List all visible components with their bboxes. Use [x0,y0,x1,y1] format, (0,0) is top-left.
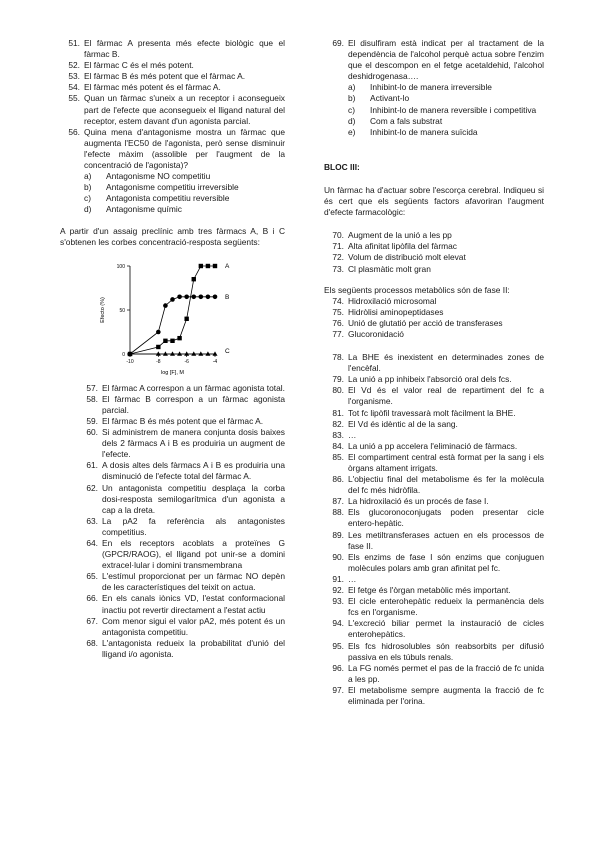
answer-option [84,182,285,193]
question-text: … [348,429,357,440]
question-text: La hidroxilació és un procés de fase I. [348,496,489,507]
series-label-B: B [225,293,230,301]
question-number: 55. [68,93,80,104]
question-text: Els glucoronoconjugats poden presentar cicle entero-hepàtic. [348,507,544,529]
question-text: Cl plasmàtic molt gran [348,263,431,274]
question-text: El fàrmac C és el més potent. [84,60,194,71]
right-column [324,38,544,707]
question-item [78,483,285,516]
question-item [324,385,544,407]
x-tick-label: -8 [156,358,161,365]
question-text: El fàrmac A presenta més efecte biològic que el fàrmac B. [84,38,285,60]
option-letter: c) [84,193,91,204]
y-tick-label: 50 [119,307,125,314]
question-item [78,394,285,416]
question-number: 57. [86,382,98,393]
question-item [78,460,285,482]
answer-option [348,82,544,93]
question-text: L'estímul proporcionat per un fàrmac NO depèn de les característiques del teixit on actua. [102,571,285,593]
question-text: Quina mena d'antagonisme mostra un fàrmac que augmenta l'EC50 de l'agonista, però sense disminuir l'efecte màxim (assolible per l'augment de la concentració de l'agonista)? [84,126,285,171]
series-point-C [156,351,161,355]
question-item [60,93,285,126]
series-label-C: C [225,347,230,355]
question-text: La FG només permet el pas de la fracció de fc unida a les pp. [348,662,544,684]
question-number: 70. [332,230,344,241]
question-item [78,593,285,615]
series-point-C [184,351,189,355]
question-number: 63. [86,515,98,526]
question-item [324,38,544,82]
question-item [78,571,285,593]
question-number: 61. [86,460,98,471]
option-text: Antagonisme NO competitiu [106,171,211,182]
question-item [324,441,544,452]
series-point-A [206,263,210,267]
question-text: Tot fc lipòfil travessarà molt fàcilment la BHE. [348,407,516,418]
option-letter: d) [348,115,356,126]
question-number: 87. [332,496,344,507]
question-text: L'excreció biliar permet la instauració de cicles enterohepàtics. [348,618,544,640]
question-number: 77. [332,328,344,339]
question-item [324,419,544,430]
question-item [324,585,544,596]
question-number: 60. [86,427,98,438]
question-item [324,318,544,329]
option-text: Inhibint-lo de manera reversible i competitiva [370,104,537,115]
bloc-intro: Un fàrmac ha d'actuar sobre l'escorça cerebral. Indiqueu si és cert que els següents factors afavoriran l'augment d'efecte farmacològic: [324,184,544,218]
question-text: Les metiltransferases actuen en els processos de fase II. [348,529,544,551]
question-item [324,307,544,318]
question-item [324,641,544,663]
question-number: 76. [332,317,344,328]
question-item [78,416,285,427]
answer-option [348,105,544,116]
question-item [60,60,285,71]
question-item [324,685,544,707]
question-text: La BHE és inexistent en determinades zones de l'encèfal. [348,352,544,374]
series-point-B [177,294,182,299]
question-text: Unió de glutatió per acció de transferases [348,317,503,328]
question-item [324,230,544,241]
question-item [324,408,544,419]
series-line-B [130,296,215,353]
question-number: 53. [68,71,80,82]
question-item [324,618,544,640]
x-tick-label: -10 [126,358,134,365]
x-tick-label: -6 [184,358,189,365]
question-text: El disulfiram està indicat per al tractament de la dependència de l'alcohol perquè actua sobre l'enzim que el descompon en el fetge acetaldehid, l'alcohol deshidrogenasa…. [348,38,544,82]
question-number: 68. [86,637,98,648]
question-text: El cicle enterohepàtic redueix la permanència dels fcs en l'organisme. [348,596,544,618]
question-text: Els fcs hidrosolubles són reabsorbits per difusió passiva en els túbuls renals. [348,640,544,662]
question-text: A dosis altes dels fàrmacs A i B es produiria una disminució de l'efecte total del fàrmac A. [102,460,285,482]
question-number: 97. [332,684,344,695]
question-number: 58. [86,393,98,404]
question-item [324,552,544,574]
option-letter: b) [348,93,356,104]
answer-option [348,93,544,104]
question-text: L'objectiu final del metabolisme és fer la molècula del fc més hidròfila. [348,474,544,496]
question-item [324,352,544,374]
question-text: El fàrmac B és més potent que el fàrmac A. [84,71,246,82]
answer-option [84,193,285,204]
question-number: 85. [332,451,344,462]
question-number: 79. [332,374,344,385]
option-letter: e) [348,126,356,137]
answer-option [348,116,544,127]
question-number: 69. [332,38,344,48]
question-text: El fàrmac A correspon a un fàrmac agonista total. [102,382,285,393]
option-text: Inhibint-lo de manera irreversible [370,82,492,93]
series-point-A [156,344,160,348]
answer-option [348,127,544,138]
question-56-options [84,171,285,215]
question-item [324,241,544,252]
question-item [324,252,544,263]
question-text: En els canals iònics VD, l'estat conformacional inactiu pot revertir directament a l'estat actiu [102,593,285,615]
series-point-B [199,294,204,299]
series-point-A [170,338,174,342]
question-number: 52. [68,60,80,71]
series-label-A: A [225,262,230,270]
question-number: 91. [332,573,344,584]
question-text: El metabolisme sempre augmenta la fracció de fc eliminada per l'orina. [348,684,544,706]
question-text: Un antagonista competitiu desplaça la corba dosi-resposta semilogarítmica d'un agonista a cap a la dreta. [102,482,285,515]
question-text: Volum de distribució molt elevat [348,252,466,263]
question-item [324,596,544,618]
question-item [324,374,544,385]
series-point-C [198,351,203,355]
option-text: Antagonisme químic [106,204,182,215]
question-item [60,82,285,93]
question-number: 94. [332,618,344,629]
question-number: 86. [332,474,344,485]
question-item [324,296,544,307]
question-item [78,538,285,571]
question-number: 72. [332,252,344,263]
question-number: 84. [332,440,344,451]
question-item [324,264,544,275]
question-item [60,127,285,171]
question-text: Si administrem de manera conjunta dosis baixes dels 2 fàrmacs A i B es produiria un augment de l'efecte. [102,427,285,460]
x-tick-label: -4 [212,358,218,365]
question-number: 78. [332,352,344,363]
y-tick-label: 0 [122,351,125,358]
question-number: 75. [332,306,344,317]
question-text: Glucoronidació [348,328,404,339]
question-number: 95. [332,640,344,651]
answer-option [84,171,285,182]
question-number: 93. [332,596,344,607]
question-text: El compartiment central està format per la sang i els òrgans altament irrigats. [348,451,544,473]
question-number: 54. [68,82,80,93]
question-69-options [348,82,544,137]
series-point-B [213,294,218,299]
question-text: Com menor sigui el valor pA2, més potent és un antagonista competitiu. [102,615,285,637]
question-item [324,329,544,340]
option-text: Antagonista competitiu reversible [106,193,230,204]
question-number: 82. [332,418,344,429]
option-letter: a) [348,82,356,93]
question-text: Alta afinitat lipòfila del fàrmac [348,241,457,252]
x-axis-label: log [F], M [161,369,184,376]
question-item [324,507,544,529]
series-point-B [163,303,168,308]
series-point-C [177,351,182,355]
question-number: 96. [332,662,344,673]
series-point-A [163,338,167,342]
question-number: 65. [86,571,98,582]
chart-intro: A partir d'un assaig preclínic amb tres fàrmacs A, B i C s'obtenen les corbes concentració-resposta següents: [60,225,285,247]
answer-option [84,204,285,215]
option-text: Antagonisme competitiu irreversible [106,182,239,193]
chart-axes [100,264,217,376]
question-number: 71. [332,241,344,252]
question-text: En els receptors acoblats a proteïnes G (GPCR/RAOG), el lligand pot unir-se a domini extracel·lular i domini transmembrana [102,538,285,571]
question-text: Hidroxilació microsomal [348,295,437,306]
question-number: 83. [332,429,344,440]
question-item [78,427,285,460]
series-point-C [213,351,218,355]
question-69 [324,38,544,82]
question-number: 74. [332,295,344,306]
question-item [324,430,544,441]
question-list-74-77 [324,296,544,340]
series-point-C [163,351,168,355]
question-item [60,38,285,60]
chart-marks [128,263,231,356]
option-letter: a) [84,171,92,182]
question-item [78,616,285,638]
question-list-70-73 [324,230,544,274]
question-number: 90. [332,551,344,562]
question-item [324,663,544,685]
bloc-title: BLOC III: [324,161,360,172]
series-point-B [206,294,211,299]
question-list-78-97 [324,352,544,707]
series-point-A [213,263,217,267]
question-text: Els enzims de fase I són enzims que conjuguen molècules polars amb gran afinitat pel fc. [348,551,544,573]
series-point-B [156,329,161,334]
series-point-A [192,277,196,281]
question-text: Quan un fàrmac s'uneix a un receptor i aconsegueix part de l'efecte que aconsegueix el lligand natural del receptor, estem davant d'un agonista parcial. [84,93,285,126]
option-letter: c) [348,104,355,115]
question-item [324,574,544,585]
question-text: La unió a pp inhibeix l'absorció oral dels fcs. [348,374,512,385]
question-number: 64. [86,538,98,548]
question-item [78,516,285,538]
question-number: 89. [332,529,344,540]
question-text: El fetge és l'òrgan metabòlic més important. [348,585,511,596]
question-item [78,638,285,660]
series-point-A [177,336,181,340]
question-number: 92. [332,585,344,596]
question-number: 88. [332,507,344,518]
question-number: 56. [68,126,80,137]
question-text: El Vd és idèntic al de la sang. [348,418,458,429]
question-text: El fàrmac B és més potent que el fàrmac A. [102,415,264,426]
question-list-left-2 [60,383,285,660]
question-item [324,496,544,507]
question-number: 80. [332,385,344,396]
question-number: 62. [86,482,98,493]
phase-intro: Els següents processos metabòlics són de fase II: [324,284,510,295]
question-number: 81. [332,407,344,418]
series-point-B [191,294,196,299]
option-text: Com a fals substrat [370,115,443,126]
series-point-B [170,297,175,302]
question-number: 73. [332,263,344,274]
question-text: El Vd és el valor real de repartiment del fc a l'organisme. [348,385,544,407]
question-text: Hidròlisi aminopeptidases [348,306,444,317]
option-text: Inhibint-lo de manera suïcida [370,126,478,137]
question-number: 51. [68,38,80,48]
y-axis-label: Efecto (%) [100,296,106,323]
question-text: La pA2 fa referència als antagonistes competitius. [102,515,285,537]
series-point-A [199,263,203,267]
question-item [324,452,544,474]
option-letter: d) [84,204,92,215]
series-point-A [184,316,188,320]
question-item [60,71,285,82]
series-point-B [184,294,189,299]
series-point-C [191,351,196,355]
option-text: Activant-lo [370,93,410,104]
y-tick-label: 100 [116,263,125,270]
question-text: El fàrmac B correspon a un fàrmac agonista parcial. [102,393,285,415]
question-number: 66. [86,593,98,604]
series-point-C [170,351,175,355]
question-item [324,474,544,496]
question-text: L'antagonista redueix la probabilitat d'unió del lligand i/o agonista. [102,637,285,659]
question-text: La unió a pp accelera l'eliminació de fàrmacs. [348,440,518,451]
question-number: 59. [86,415,98,426]
left-column [60,38,285,660]
series-point-C [205,351,210,355]
question-number: 67. [86,615,98,626]
question-text: El fàrmac més potent és el fàrmac A. [84,82,221,93]
question-text: Augment de la unió a les pp [348,230,452,241]
question-list-left-1 [60,38,285,171]
question-text: … [348,573,357,584]
concentration-response-chart [90,252,260,377]
option-letter: b) [84,182,92,193]
question-item [78,383,285,394]
question-item [324,530,544,552]
